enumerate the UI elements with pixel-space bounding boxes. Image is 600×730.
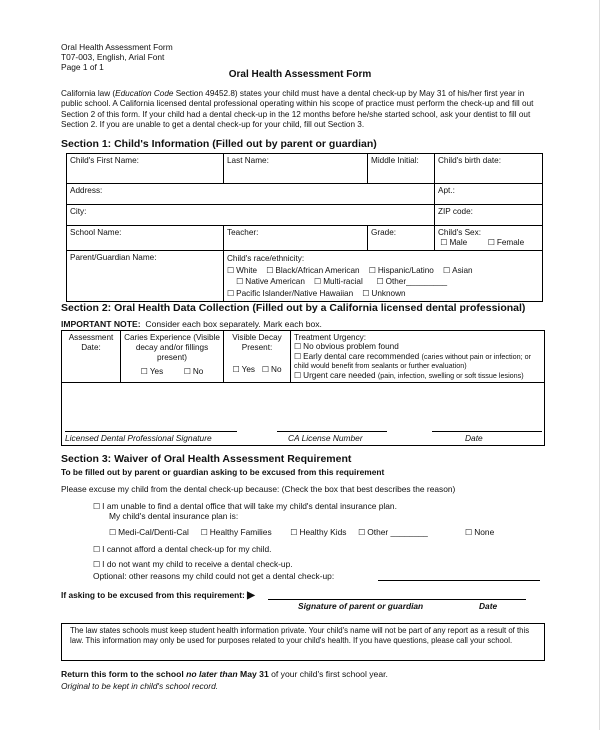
section-1-title: Section 1: Child's Information (Filled out by parent or guardian) bbox=[61, 138, 377, 150]
checkbox-icon[interactable]: ☐ bbox=[261, 365, 270, 374]
checkbox-icon[interactable]: ☐ bbox=[465, 528, 473, 537]
treatment-urgency-cell: Treatment Urgency: ☐ No obvious problem found ☐ Early dental care recommended (caries without pain or infection; or child would benefit from sealants or further evaluation) ☐ Urgent care needed (pain, infection, swelling or soft tissue lesions) bbox=[291, 331, 545, 383]
checkbox-icon[interactable]: ☐ bbox=[358, 528, 366, 537]
license-number-label: CA License Number bbox=[288, 433, 363, 444]
checkbox-icon[interactable]: ☐ bbox=[93, 560, 101, 569]
insurance-plan-options: ☐ Medi-Cal/Denti-Cal ☐ Healthy Families ☐ Healthy Kids ☐ Other ________ ☐ None bbox=[109, 527, 495, 537]
address-field[interactable]: Address: bbox=[67, 184, 435, 205]
checkbox-icon[interactable]: ☐ bbox=[266, 265, 274, 275]
birth-date-field[interactable]: Child's birth date: bbox=[435, 154, 543, 184]
sex-field: Child's Sex: ☐ Male ☐ Female bbox=[435, 226, 543, 251]
checkbox-icon[interactable]: ☐ bbox=[183, 367, 191, 376]
privacy-notice: The law states schools must keep student health information private. Your child's name will not be part of any report as a result of this law. This information may only be used for purposes related to your child's health. If you have questions, please call your school. bbox=[61, 623, 545, 661]
sex-option-male: Male bbox=[449, 238, 468, 247]
apt-field[interactable]: Apt.: bbox=[435, 184, 543, 205]
date-label: Date bbox=[465, 433, 483, 444]
school-name-field[interactable]: School Name: bbox=[67, 226, 224, 251]
middle-initial-field[interactable]: Middle Initial: bbox=[368, 154, 435, 184]
visible-decay-cell: Visible Decay Present: ☐ Yes ☐ No bbox=[224, 331, 291, 383]
checkbox-icon[interactable]: ☐ bbox=[200, 528, 208, 537]
first-name-field[interactable]: Child's First Name: bbox=[67, 154, 224, 184]
race-ethnicity-field: Child's race/ethnicity: ☐ White ☐ Black/African American ☐ Hispanic/Latino ☐ Asian ☐ Native American ☐ Multi-racial ☐ Other_________ ☐ Pacific Islander/Native Hawaiian ☐ Unknown bbox=[224, 251, 543, 302]
form-header-line-2: T07-003, English, Arial Font bbox=[61, 52, 165, 62]
child-info-table bbox=[66, 153, 543, 302]
checkbox-icon[interactable]: ☐ bbox=[442, 265, 451, 275]
waiver-option-3: ☐ I do not want my child to receive a dental check-up. bbox=[93, 559, 293, 569]
section-3-title: Section 3: Waiver of Oral Health Assessment Requirement bbox=[61, 453, 352, 465]
checkbox-icon[interactable]: ☐ bbox=[440, 238, 448, 247]
checkbox-icon[interactable]: ☐ bbox=[140, 367, 148, 376]
insurance-plan-label: My child's dental insurance plan is: bbox=[109, 511, 239, 521]
guardian-name-field[interactable]: Parent/Guardian Name: bbox=[67, 251, 224, 302]
checkbox-icon[interactable]: ☐ bbox=[232, 365, 240, 374]
checkbox-icon[interactable]: ☐ bbox=[376, 277, 384, 286]
checkbox-icon[interactable]: ☐ bbox=[294, 351, 302, 361]
checkbox-icon[interactable]: ☐ bbox=[236, 277, 244, 286]
section-3-prompt: Please excuse my child from the dental check-up because: (Check the box that best describes the reason) bbox=[61, 484, 456, 494]
checkbox-icon[interactable]: ☐ bbox=[368, 265, 376, 275]
checkbox-icon[interactable]: ☐ bbox=[227, 288, 235, 298]
oral-health-table bbox=[61, 330, 545, 446]
checkbox-icon[interactable]: ☐ bbox=[362, 288, 370, 298]
waiver-option-2: ☐ I cannot afford a dental check-up for my child. bbox=[93, 544, 272, 554]
form-title: Oral Health Assessment Form bbox=[228, 69, 372, 80]
form-header-line-1: Oral Health Assessment Form bbox=[61, 42, 173, 52]
optional-reason-label: Optional: other reasons my child could not get a dental check-up: bbox=[93, 571, 335, 581]
sex-option-female: Female bbox=[496, 238, 525, 247]
assessment-date-cell[interactable]: Assessment Date: bbox=[62, 331, 121, 383]
checkbox-icon[interactable]: ☐ bbox=[227, 265, 235, 275]
section-2-title: Section 2: Oral Health Data Collection (Filled out by a California licensed dental professional) bbox=[61, 302, 526, 314]
dental-signature-label: Licensed Dental Professional Signature bbox=[65, 433, 212, 444]
checkbox-icon[interactable]: ☐ bbox=[109, 528, 117, 537]
waiver-option-1: ☐ I am unable to find a dental office that will take my child's dental insurance plan. bbox=[93, 501, 397, 511]
checkbox-icon[interactable]: ☐ bbox=[290, 528, 298, 537]
checkbox-icon[interactable]: ☐ bbox=[487, 238, 495, 247]
zip-field[interactable]: ZIP code: bbox=[435, 205, 543, 226]
parent-signature-label: Signature of parent or guardian bbox=[298, 601, 424, 611]
checkbox-icon[interactable]: ☐ bbox=[314, 277, 322, 286]
last-name-field[interactable]: Last Name: bbox=[224, 154, 368, 184]
caries-experience-cell: Caries Experience (Visible decay and/or fillings present) ☐ Yes ☐ No bbox=[121, 331, 224, 383]
section-3-subtitle: To be filled out by parent or guardian asking to be excused from this requirement bbox=[61, 467, 385, 477]
optional-reason-line[interactable] bbox=[378, 580, 540, 581]
intro-paragraph: California law (Education Code Section 49452.8) states your child must have a dental check-up by May 31 of his/her first year in public school. A California licensed dental professional operating within his scope of practice must perform the check-up and fill out Section 2 of this form. If your child had a dental check-up in the 12 months before he/she started school, ask your dentist to fill out Section 2. If you are unable to get a dental check-up for your child, fill out Section 3. bbox=[61, 89, 534, 129]
record-note: Original to be kept in child's school record. bbox=[61, 681, 219, 691]
return-instruction: Return this form to the school no later than May 31 of your child's first school year. bbox=[61, 669, 388, 679]
excused-label: If asking to be excused from this requirement: ▶ bbox=[61, 590, 255, 601]
important-note: IMPORTANT NOTE: Consider each box separately. Mark each box. bbox=[61, 319, 322, 329]
checkbox-icon[interactable]: ☐ bbox=[93, 502, 101, 511]
checkbox-icon[interactable]: ☐ bbox=[294, 342, 302, 352]
form-header-line-3: Page 1 of 1 bbox=[61, 62, 104, 72]
grade-field[interactable]: Grade: bbox=[368, 226, 435, 251]
checkbox-icon[interactable]: ☐ bbox=[294, 370, 302, 380]
checkbox-icon[interactable]: ☐ bbox=[93, 545, 101, 554]
parent-signature-line[interactable] bbox=[268, 599, 526, 600]
teacher-field[interactable]: Teacher: bbox=[224, 226, 368, 251]
city-field[interactable]: City: bbox=[67, 205, 435, 226]
parent-date-label: Date bbox=[479, 601, 498, 611]
signature-area[interactable] bbox=[62, 383, 545, 446]
